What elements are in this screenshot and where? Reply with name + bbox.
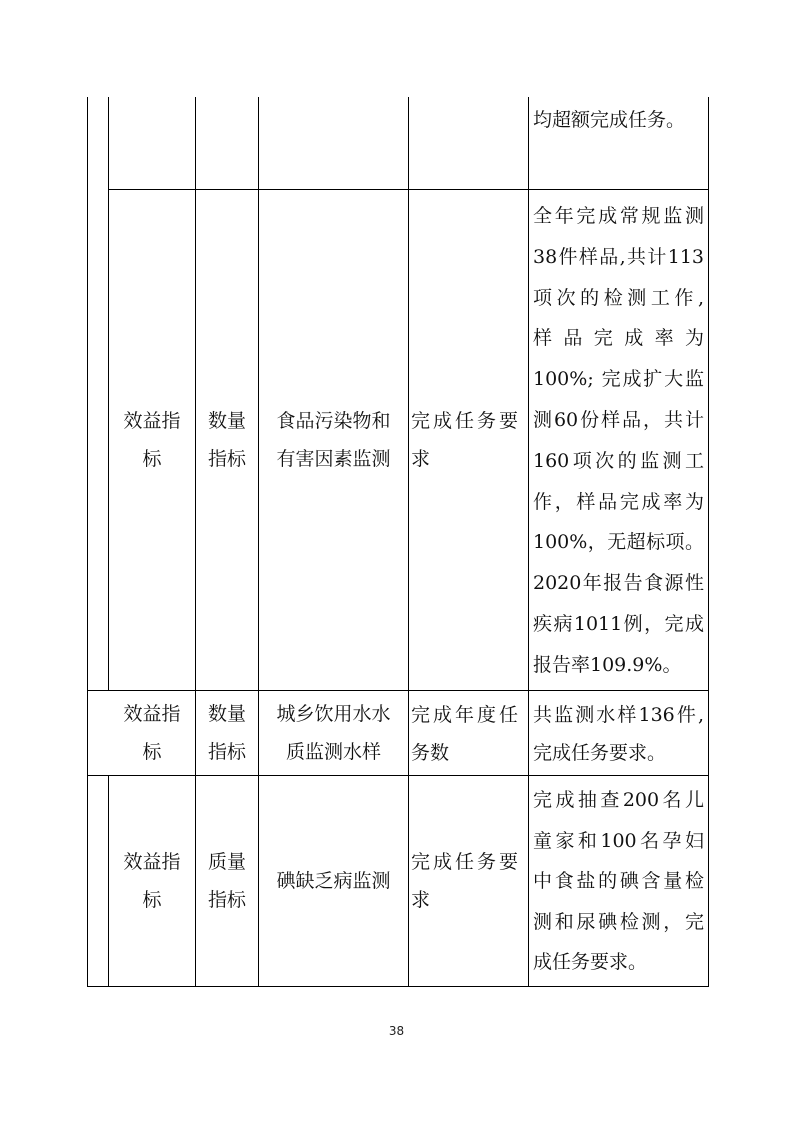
row1-indicator-cell: [259, 190, 408, 690]
standard-line: 完成任务要: [411, 851, 522, 873]
row2-result-cell: [529, 696, 708, 772]
row2-category-cell: [109, 691, 195, 775]
row3-standard-cell: [409, 843, 528, 919]
subcategory-line: 数量: [207, 410, 246, 432]
category-line: 标: [142, 741, 162, 763]
category-line: 效益指: [123, 851, 181, 873]
result-line: 报告率109.9%。: [533, 653, 682, 676]
result-line: 完成任务要求。: [533, 742, 667, 764]
row1-standard-cell: [409, 402, 528, 478]
result-line: 童家和100名孕妇: [533, 829, 704, 852]
standard-line: 完成年度任: [411, 704, 522, 726]
indicator-line: 有害因素监测: [276, 448, 391, 470]
standard-line: 完成任务要: [411, 410, 522, 432]
result-line: 成任务要求。: [533, 951, 648, 973]
page-number: 38: [388, 1024, 405, 1038]
result-line: 作，样品完成率为: [533, 490, 704, 513]
indicator-line: 食品污染物和: [276, 410, 391, 432]
subcategory-line: 数量: [207, 703, 246, 725]
row2-indicator-cell: [259, 691, 408, 775]
row0-result-cell: [529, 101, 708, 139]
result-line: 共监测水样136件,: [533, 704, 704, 726]
category-line: 标: [142, 889, 162, 911]
table-border-bottom: [87, 986, 709, 987]
result-line: 中食盐的碘含量检: [533, 870, 704, 892]
result-line: 38件样品,共计113: [533, 245, 704, 268]
row1-result-cell: [529, 196, 708, 686]
category-line: 效益指: [123, 410, 181, 432]
result-line: 样 品 完 成 率 为: [533, 327, 704, 350]
result-line: 测和尿碘检测，完: [533, 910, 704, 933]
row3-subcategory-cell: [196, 776, 258, 986]
indicator-line: 城乡饮用水水: [276, 703, 391, 725]
row1-subcategory-cell: [196, 190, 258, 690]
subcategory-line: 指标: [207, 889, 246, 911]
result-line: 疾病1011例，完成: [533, 612, 704, 635]
subcategory-line: 指标: [207, 448, 246, 470]
row2-subcategory-cell: [196, 691, 258, 775]
row2-standard-cell: [409, 696, 528, 772]
result-line: 160项次的监测工: [533, 449, 704, 472]
row3-result-cell: [529, 780, 708, 983]
indicator-line: 碘缺乏病监测: [276, 870, 391, 892]
standard-line: 务数: [411, 742, 450, 764]
indicator-line: 质监测水样: [285, 741, 381, 763]
category-line: 效益指: [123, 703, 181, 725]
result-line: 测60份样品，共计: [533, 408, 704, 431]
result-line: 完成抽查200名儿: [533, 789, 704, 811]
standard-line: 求: [411, 448, 431, 470]
row1-category-cell: [109, 190, 195, 690]
subcategory-line: 指标: [207, 741, 246, 763]
table-border-right: [708, 97, 709, 987]
table-border-left: [87, 97, 88, 987]
result-line: 全年完成常规监测: [533, 205, 704, 227]
category-line: 标: [142, 448, 162, 470]
standard-line: 求: [411, 889, 431, 911]
subcategory-line: 质量: [207, 851, 246, 873]
result-line: 项次的检测工作,: [533, 286, 704, 309]
result-line: 均超额完成任务。: [533, 109, 686, 131]
result-line: 100%; 完成扩大监: [533, 368, 704, 391]
row3-category-cell: [109, 776, 195, 986]
result-line: 2020年报告食源性: [533, 572, 704, 595]
result-line: 100%，无超标项。: [533, 531, 704, 554]
row3-indicator-cell: [259, 776, 408, 986]
